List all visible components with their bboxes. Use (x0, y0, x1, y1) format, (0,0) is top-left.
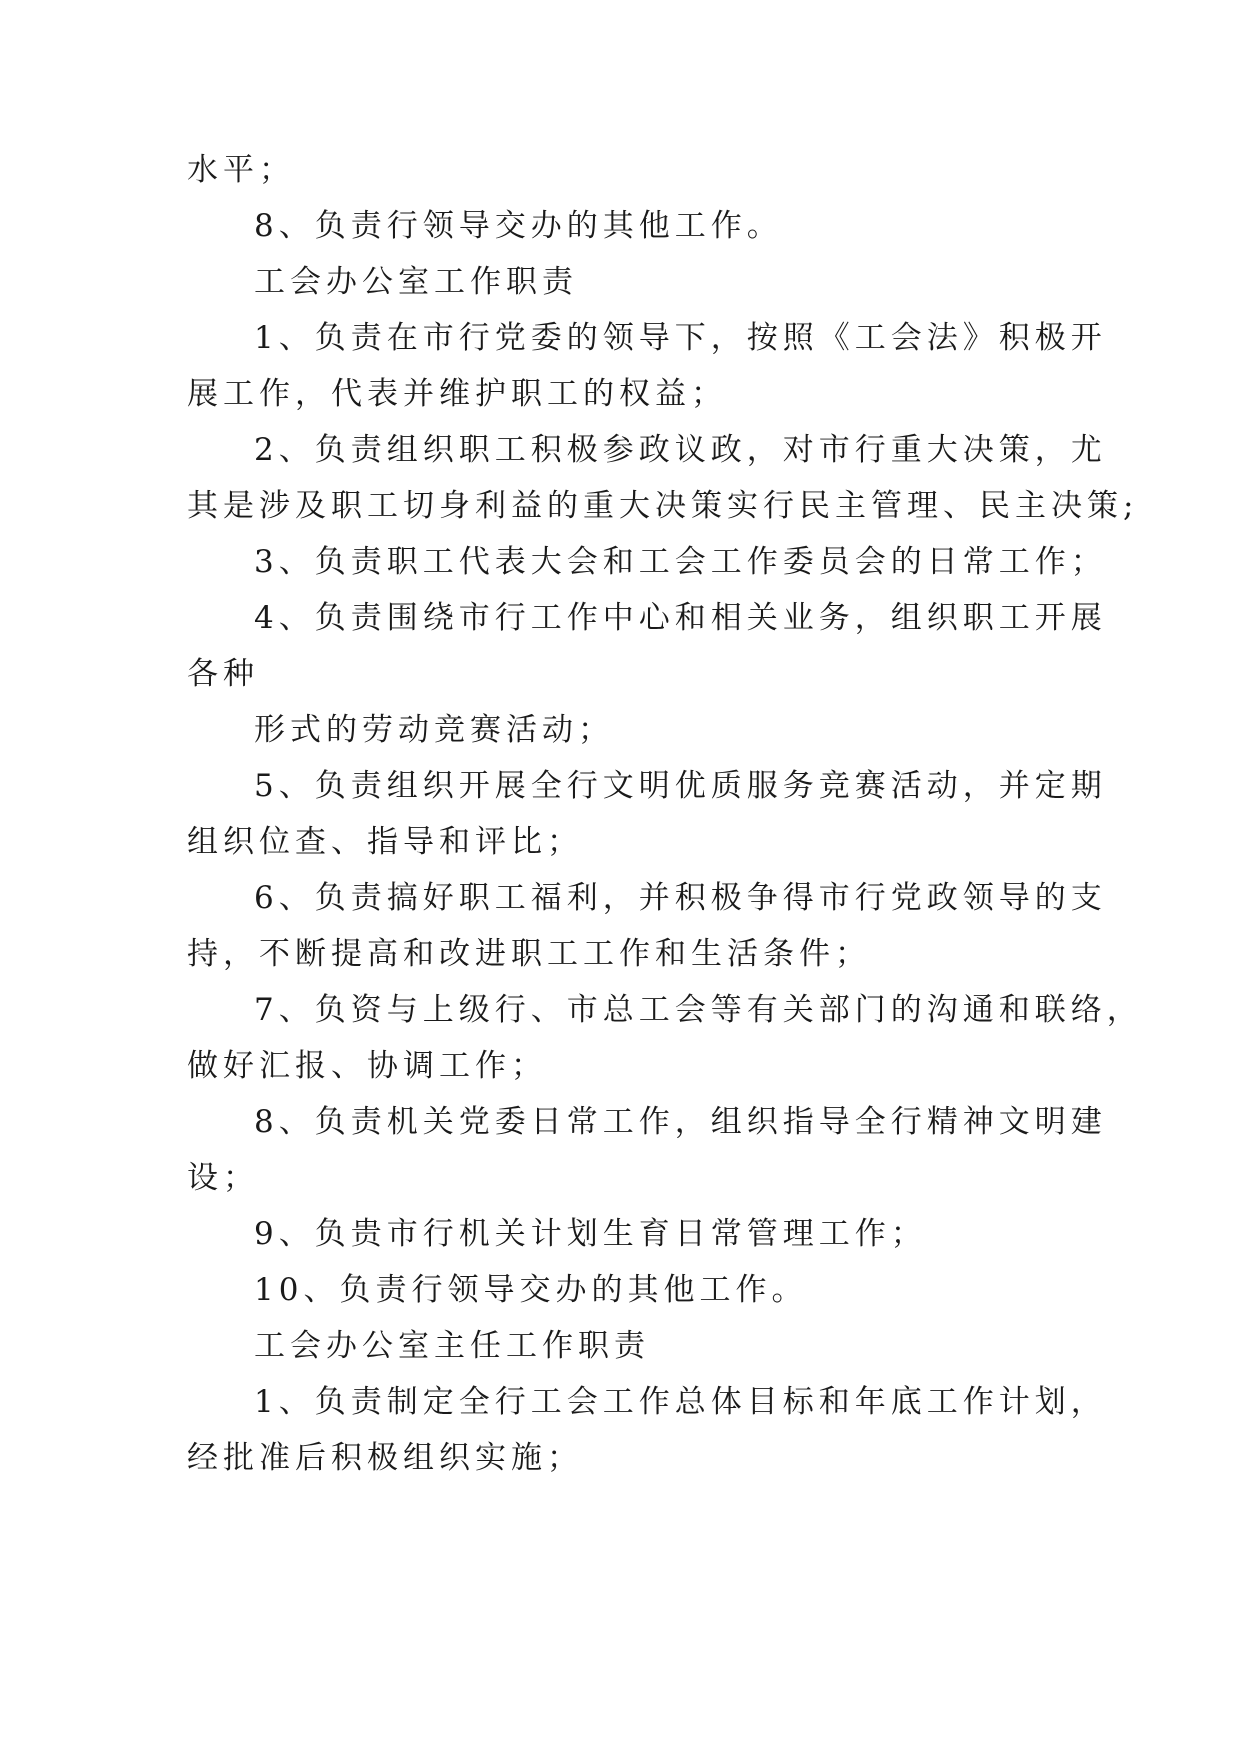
text-line: 各种 (187, 656, 259, 692)
text-line: 8、负责行领导交办的其他工作。 (254, 208, 783, 244)
text-line: 6、负责搞好职工福利，并积极争得市行党政领导的支 (254, 880, 1107, 916)
text-line: 9、负贵市行机关计划生育日常管理工作； (254, 1216, 927, 1252)
text-line: 7、负资与上级行、市总工会等有关部门的沟通和联络， (254, 992, 1143, 1028)
section-heading: 工会办公室工作职责 (254, 264, 578, 300)
text-line: 10、负责行领导交办的其他工作。 (254, 1272, 808, 1308)
text-line: 做好汇报、协调工作； (187, 1048, 547, 1084)
text-line: 水平； (187, 152, 295, 188)
text-line: 设； (187, 1160, 259, 1196)
section-heading: 工会办公室主任工作职责 (254, 1328, 650, 1364)
text-line: 1、负责制定全行工会工作总体目标和年底工作计划， (254, 1384, 1107, 1420)
text-line: 8、负责机关党委日常工作，组织指导全行精神文明建 (254, 1104, 1107, 1140)
text-line: 经批准后积极组织实施； (187, 1440, 583, 1476)
text-line: 2、负责组织职工积极参政议政，对市行重大决策，尤 (254, 432, 1107, 468)
text-line: 组织位查、指导和评比； (187, 824, 583, 860)
text-line: 1、负责在市行党委的领导下，按照《工会法》积极开 (254, 320, 1107, 356)
text-line: 形式的劳动竞赛活动； (254, 712, 614, 748)
text-line: 5、负责组织开展全行文明优质服务竞赛活动，并定期 (254, 768, 1107, 804)
text-line: 持，不断提高和改进职工工作和生活条件； (187, 936, 871, 972)
text-line: 展工作，代表并维护职工的权益； (187, 376, 727, 412)
text-line: 3、负责职工代表大会和工会工作委员会的日常工作； (254, 544, 1107, 580)
text-line: 其是涉及职工切身利益的重大决策实行民主管理、民主决策; (187, 488, 1139, 524)
text-line: 4、负责围绕市行工作中心和相关业务，组织职工开展 (254, 600, 1107, 636)
